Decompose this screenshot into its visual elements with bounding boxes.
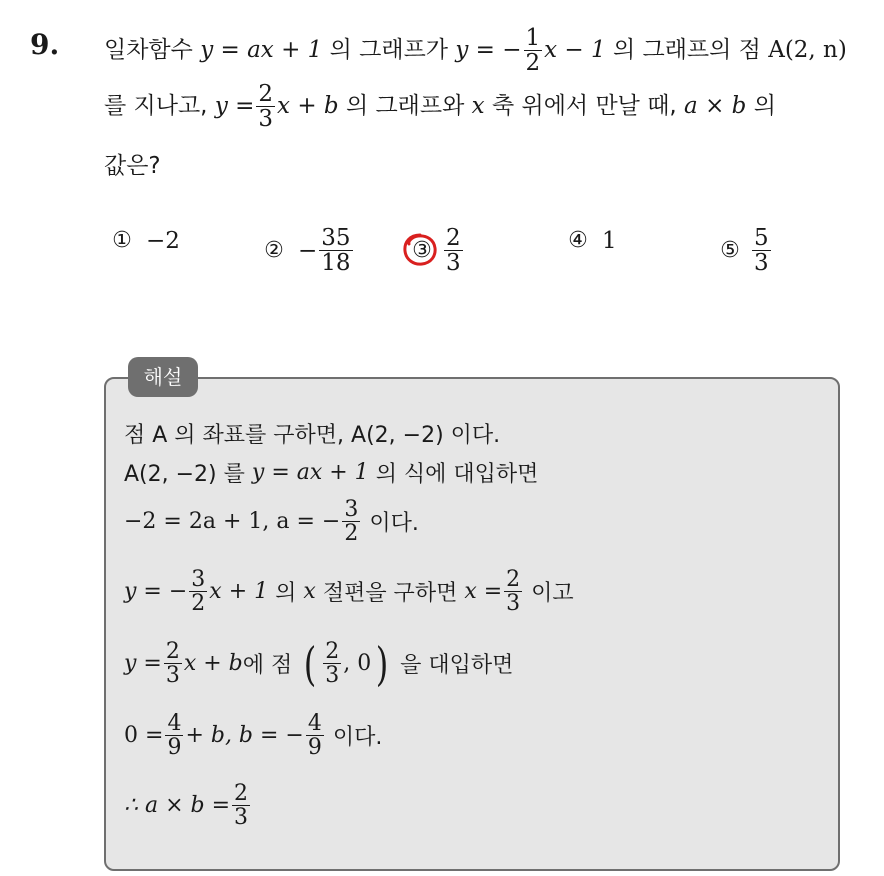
sol4-fraction-2 bbox=[504, 568, 522, 615]
sol5-num: 2 bbox=[165, 639, 180, 664]
choice-4-symbol: ④ bbox=[568, 228, 588, 253]
sol3-fraction bbox=[342, 498, 360, 545]
sol5-point-den: 3 bbox=[325, 663, 340, 689]
q1-eq2-rhs: x − 1 bbox=[544, 37, 606, 64]
solution-line-2 bbox=[124, 457, 538, 488]
sol4-var: x bbox=[303, 579, 316, 605]
choice-2-sign: − bbox=[298, 237, 318, 264]
choice-1-symbol: ① bbox=[112, 228, 132, 253]
sol5-text-1: 에 점 bbox=[242, 653, 293, 679]
q2-eq-den: 3 bbox=[258, 106, 274, 133]
sol3-equation: −2 = 2a + 1, a = − bbox=[124, 509, 341, 535]
q2-text-1: 를 지나고, bbox=[104, 93, 208, 120]
choice-2-symbol: ② bbox=[264, 237, 284, 263]
q2-expr: a × b bbox=[684, 93, 747, 120]
sol4-num: 3 bbox=[191, 567, 206, 592]
q1-text-1: 일차함수 bbox=[104, 37, 193, 64]
q2-eq-num: 2 bbox=[258, 81, 274, 107]
solution-line-4 bbox=[124, 568, 574, 615]
q1-eq2-num: 1 bbox=[525, 25, 541, 51]
choice-2[interactable] bbox=[262, 226, 355, 275]
sol6-lhs: 0 = bbox=[124, 723, 164, 749]
q1-text-2: 의 그래프가 bbox=[329, 37, 449, 64]
sol4-rhs: x + 1 bbox=[209, 579, 269, 605]
choice-5-fraction bbox=[752, 226, 771, 275]
sol4-text-1: 의 bbox=[275, 581, 297, 607]
sol5-right-paren: ) bbox=[375, 636, 389, 691]
choice-5-den: 3 bbox=[754, 250, 769, 277]
sol3-num: 3 bbox=[344, 497, 359, 522]
sol2-equation: y = ax + 1 bbox=[251, 460, 369, 485]
choice-2-den: 18 bbox=[321, 250, 351, 277]
sol6-den: 9 bbox=[167, 735, 182, 761]
choice-3[interactable] bbox=[410, 226, 465, 275]
sol4-num-2: 2 bbox=[506, 567, 521, 592]
sol4-eq2: x = bbox=[464, 579, 503, 605]
sol5-left-paren: ( bbox=[303, 636, 317, 691]
question-line-2 bbox=[104, 82, 776, 131]
sol5-point-fraction bbox=[323, 640, 341, 687]
solution-line-5 bbox=[124, 636, 514, 691]
q2-eq-rhs: x + b bbox=[277, 93, 339, 120]
solution-line-1: 점 A 의 좌표를 구하면, A(2, −2) 이다. bbox=[124, 423, 501, 448]
q1-point: A(2, n) bbox=[768, 37, 847, 64]
q1-eq2-fraction bbox=[524, 26, 543, 75]
sol6-fraction-2 bbox=[306, 712, 324, 759]
q2-text-3: 축 위에서 만날 때, bbox=[491, 93, 677, 120]
choice-5[interactable] bbox=[718, 226, 773, 275]
question-line-1 bbox=[104, 26, 847, 75]
sol2-text-a: A(2, −2) 를 bbox=[124, 462, 245, 487]
question-number: 9. bbox=[30, 28, 60, 61]
choice-3-num: 2 bbox=[446, 225, 461, 251]
sol6-fraction bbox=[165, 712, 183, 759]
sol6-num-2: 4 bbox=[307, 711, 322, 736]
sol5-fraction bbox=[164, 640, 182, 687]
q1-equation-1: y = ax + 1 bbox=[200, 37, 323, 64]
sol5-rhs: x + b bbox=[183, 651, 243, 677]
sol5-lhs: y = bbox=[124, 651, 162, 677]
sol7-lhs: ∴ a × b = bbox=[124, 793, 231, 819]
sol4-den-2: 3 bbox=[506, 591, 521, 617]
question-line-3: 값은? bbox=[104, 153, 161, 179]
q2-var: x bbox=[471, 93, 485, 120]
q1-eq2-lhs: y = − bbox=[455, 37, 522, 64]
choice-2-fraction bbox=[319, 226, 352, 275]
choice-5-symbol: ⑤ bbox=[720, 237, 740, 263]
choice-1[interactable] bbox=[110, 228, 180, 254]
q2-text-4: 의 bbox=[753, 93, 776, 120]
sol2-text-b: 의 식에 대입하면 bbox=[375, 462, 539, 487]
solution-line-6 bbox=[124, 712, 382, 759]
sol3-tail: 이다. bbox=[369, 511, 419, 537]
sol6-tail: 이다. bbox=[332, 725, 383, 751]
sol5-point-num: 2 bbox=[325, 639, 340, 664]
sol3-den: 2 bbox=[344, 521, 359, 547]
solution-line-3 bbox=[124, 498, 419, 545]
sol5-tail: 을 대입하면 bbox=[400, 653, 514, 679]
choice-4[interactable] bbox=[566, 228, 617, 254]
choice-3-fraction bbox=[444, 226, 463, 275]
sol7-fraction bbox=[232, 782, 250, 829]
choice-4-value: 1 bbox=[602, 228, 617, 254]
sol6-den-2: 9 bbox=[307, 735, 322, 761]
choice-5-num: 5 bbox=[754, 225, 769, 251]
sol4-den: 2 bbox=[191, 591, 206, 617]
sol4-text-2: 절편을 구하면 bbox=[322, 581, 458, 607]
sol7-num: 2 bbox=[234, 781, 249, 806]
sol6-mid: + b, b = − bbox=[185, 723, 304, 749]
sol4-fraction bbox=[189, 568, 207, 615]
choice-1-value: −2 bbox=[146, 228, 180, 254]
sol7-den: 3 bbox=[234, 805, 249, 831]
q1-eq2-den: 2 bbox=[525, 50, 541, 77]
q2-text-2: 의 그래프와 bbox=[345, 93, 465, 120]
solution-line-7 bbox=[124, 782, 252, 829]
sol5-den: 3 bbox=[165, 663, 180, 689]
solution-tag: 해설 bbox=[128, 357, 198, 397]
choice-3-den: 3 bbox=[446, 250, 461, 277]
sol4-lhs: y = − bbox=[124, 579, 188, 605]
choice-2-num: 35 bbox=[321, 225, 351, 251]
sol5-point-zero: , 0 bbox=[343, 651, 372, 677]
q1-text-3: 의 그래프의 점 bbox=[612, 37, 761, 64]
sol6-num: 4 bbox=[167, 711, 182, 736]
choice-3-symbol: ③ bbox=[412, 237, 432, 263]
q2-eq-lhs: y = bbox=[214, 93, 255, 120]
q2-eq-fraction bbox=[256, 82, 275, 131]
sol4-tail: 이고 bbox=[531, 581, 574, 607]
